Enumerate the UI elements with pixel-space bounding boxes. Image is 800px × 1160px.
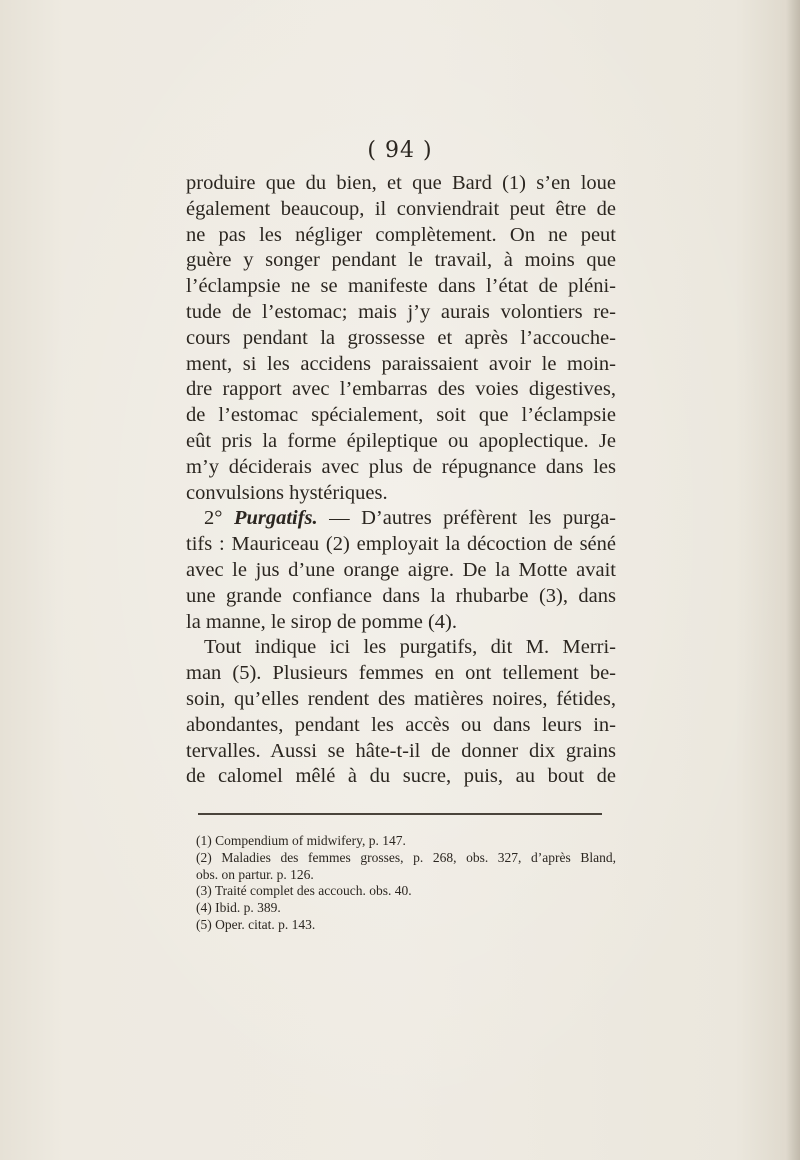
- text-line: l’éclampsie ne se manifeste dans l’état de pléni-: [186, 275, 616, 298]
- footnote-continuation: obs. on partur. p. 126.: [196, 866, 314, 882]
- text-line: eût pris la forme épileptique ou apoplectique. Je: [186, 429, 616, 452]
- text-line: la manne, le sirop de pomme (4).: [186, 610, 457, 633]
- main-text: [186, 171, 616, 790]
- footnote: (4) Ibid. p. 389.: [196, 900, 281, 916]
- section-number: 2°: [204, 507, 223, 530]
- text-line: convulsions hystériques.: [186, 481, 388, 504]
- text-line: produire que du bien, et que Bard (1) s’en loue: [186, 172, 616, 194]
- page-number: ( 94 ): [367, 138, 433, 163]
- text-line: man (5). Plusieurs femmes en ont tellement be-: [186, 662, 616, 685]
- text-line: dre rapport avec l’embarras des voies digestives,: [186, 378, 616, 401]
- section-heading-rest: — D’autres préfèrent les purga-: [329, 507, 617, 530]
- text-line: tervalles. Aussi se hâte-t-il de donner dix grains: [186, 739, 616, 762]
- text-line: cours pendant la grossesse et après l’accouche-: [186, 326, 616, 349]
- text-line: avec le jus d’une orange aigre. De la Motte avait: [186, 558, 616, 581]
- text-line: abondantes, pendant les accès ou dans leurs in-: [186, 713, 616, 736]
- text-line: tude de l’estomac; mais j’y aurais volontiers re-: [186, 300, 616, 323]
- footnote: (5) Oper. citat. p. 143.: [196, 916, 316, 932]
- footnote: (2) Maladies des femmes grosses, p. 268, obs. 327, d’après Bland,: [196, 849, 616, 865]
- text-line: une grande confiance dans la rhubarbe (3), dans: [186, 584, 616, 607]
- section-heading-line: [186, 506, 616, 532]
- footnote: (1) Compendium of midwifery, p. 147.: [196, 833, 406, 848]
- text-line: ne pas les négliger complètement. On ne peut: [186, 223, 616, 246]
- footnote-divider: [198, 813, 602, 815]
- text-line: ment, si les accidens paraissaient avoir le moin-: [186, 352, 616, 375]
- text-line: m’y déciderais avec plus de répugnance dans les: [186, 455, 616, 478]
- text-line: de calomel mêlé à du sucre, puis, au bout de: [186, 765, 616, 788]
- text-line: tifs : Mauriceau (2) employait la décoction de séné: [186, 533, 616, 556]
- text-line: soin, qu’elles rendent des matières noires, fétides,: [186, 687, 616, 710]
- footnotes: [196, 833, 616, 934]
- text-line: Tout indique ici les purgatifs, dit M. Merri-: [204, 636, 616, 659]
- text-line: de l’estomac spécialement, soit que l’éclampsie: [186, 404, 616, 427]
- page-edge-shadow: [786, 0, 800, 1160]
- text-line: guère y songer pendant le travail, à moins que: [186, 249, 616, 272]
- text-line: également beaucoup, il conviendrait peut être de: [186, 197, 616, 220]
- section-title: Purgatifs.: [233, 507, 318, 530]
- footnote: (3) Traité complet des accouch. obs. 40.: [196, 883, 412, 899]
